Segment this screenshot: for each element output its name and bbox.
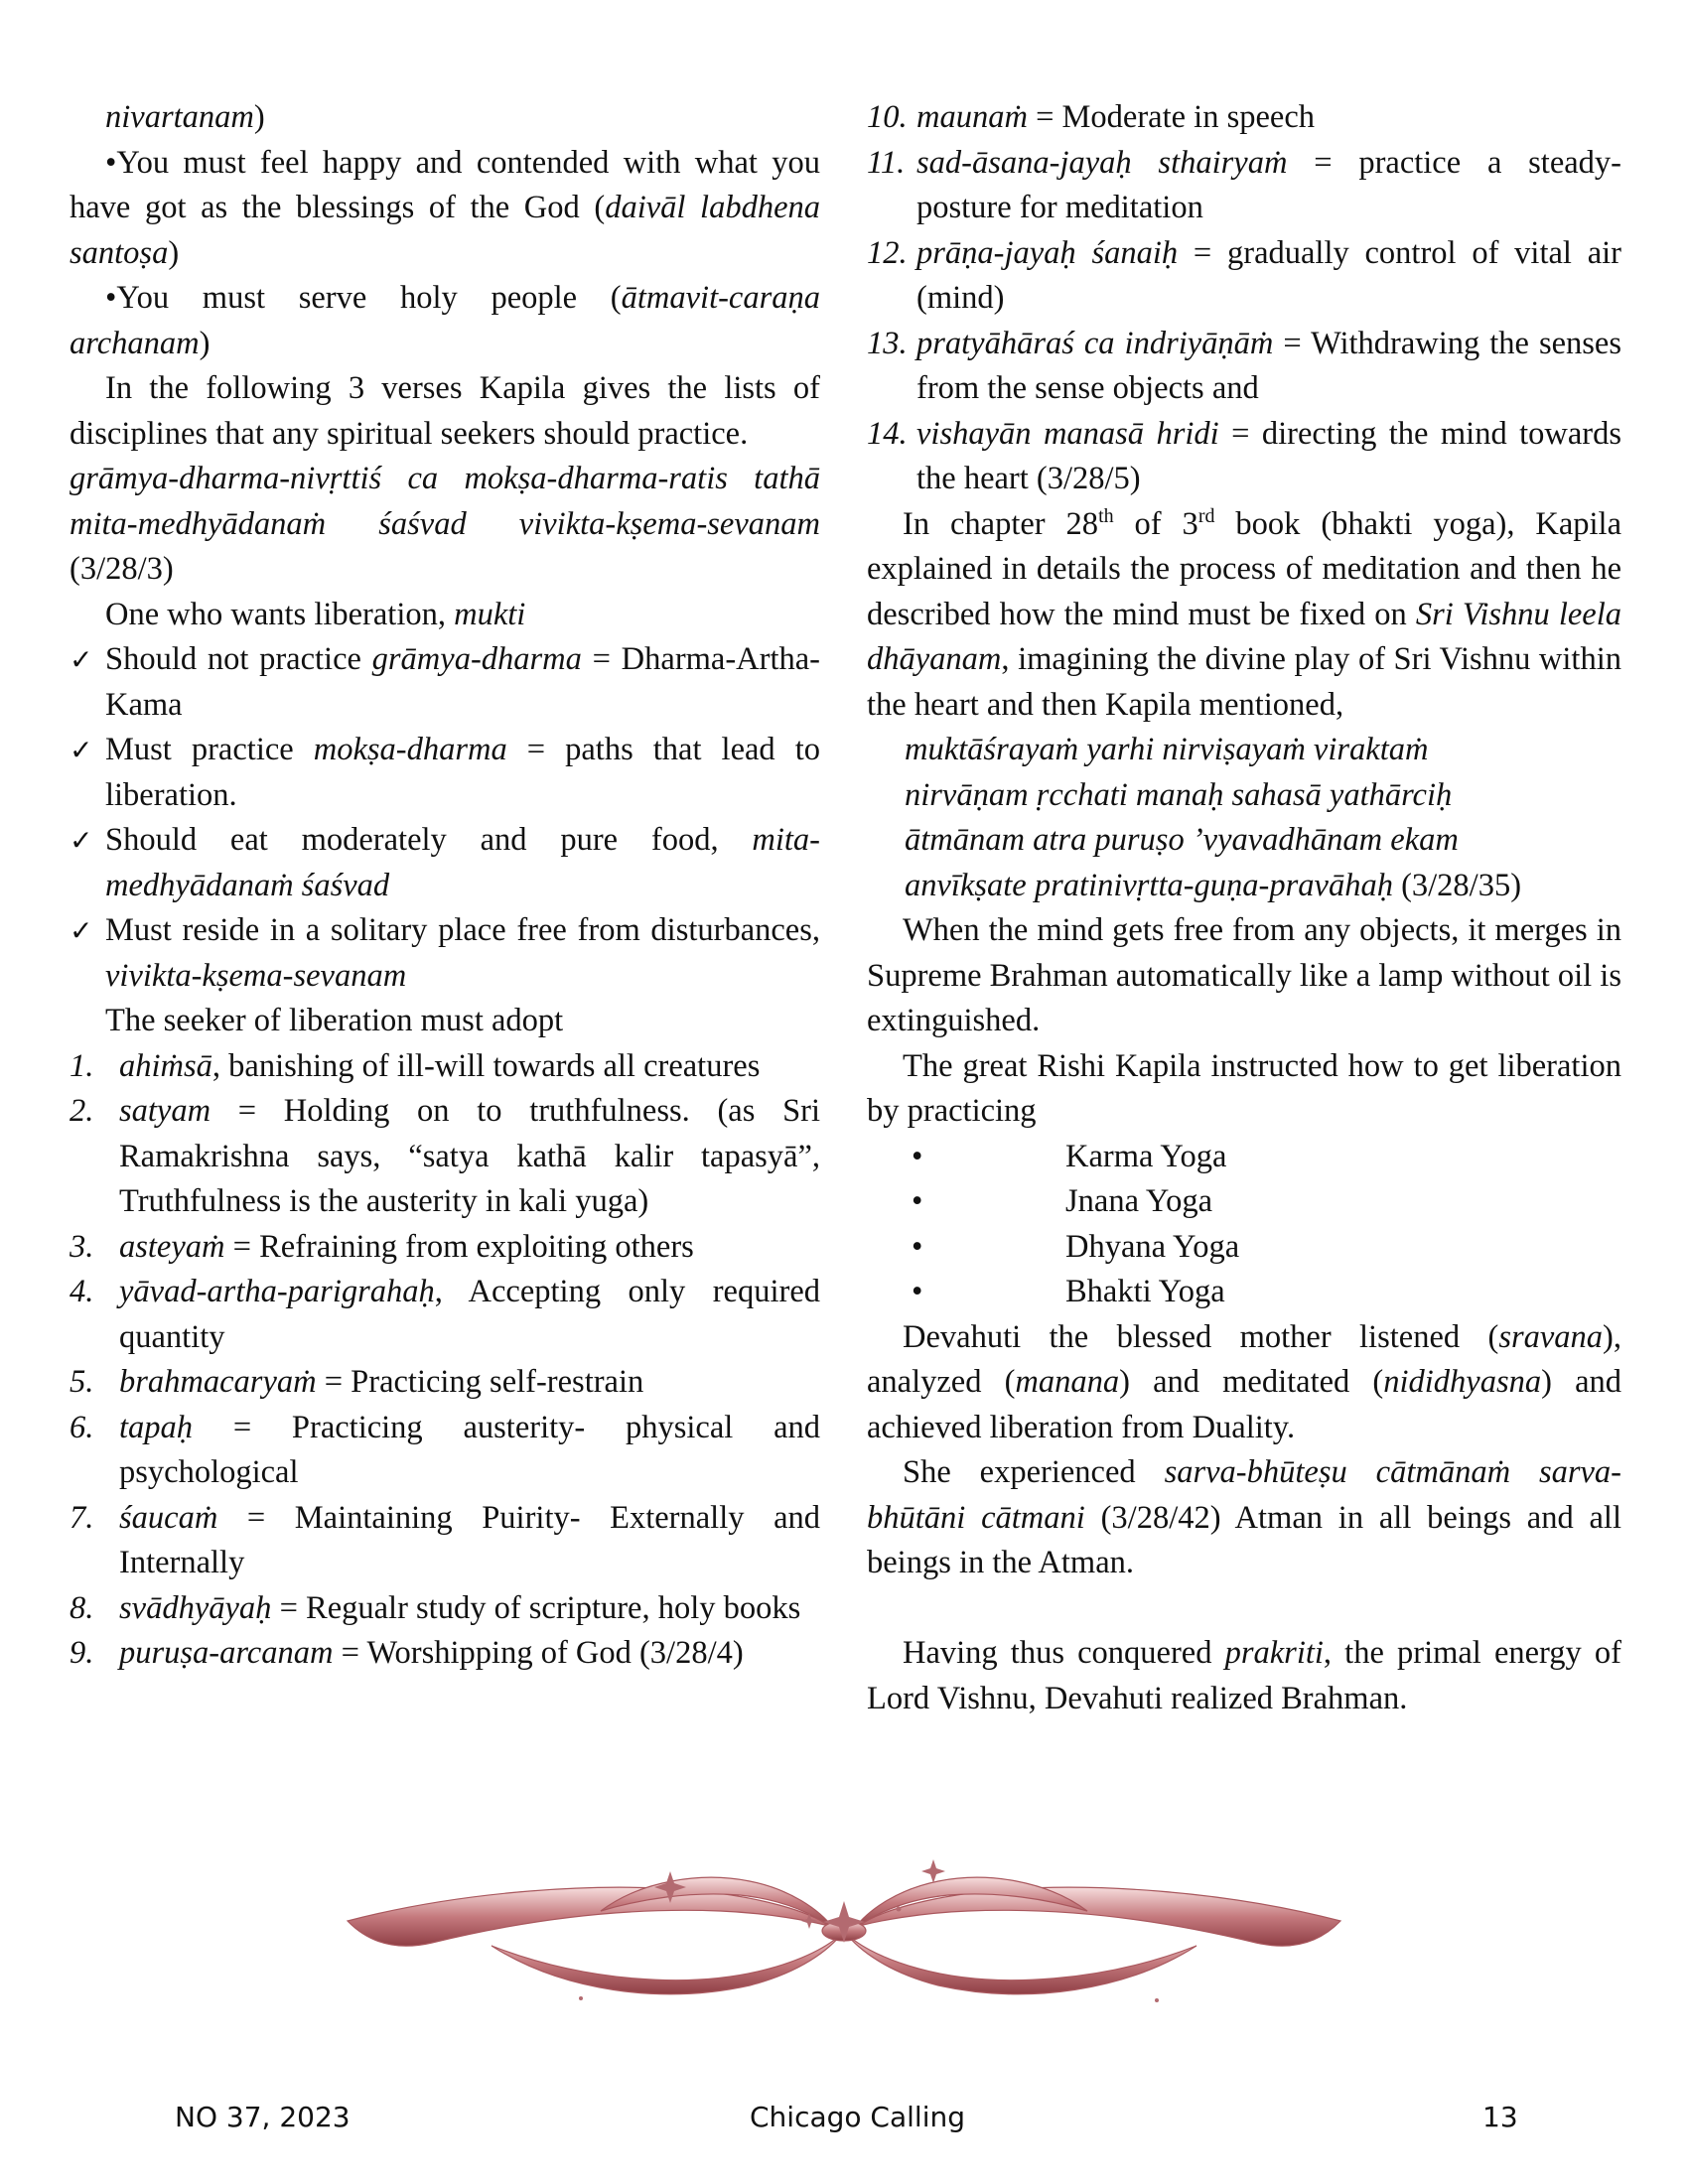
check-mark-icon: ✓ xyxy=(70,643,93,676)
list-item xyxy=(70,1496,820,1586)
list-item xyxy=(70,1089,820,1225)
list-item-text: tapaḥ = Practicing austerity- physical and psychological xyxy=(119,1409,820,1490)
list-number: 6. xyxy=(70,1409,94,1445)
list-item-text: yāvad-artha-parigrahaḥ, Accepting only required quantity xyxy=(119,1274,820,1355)
bullet-icon: • xyxy=(912,1274,923,1309)
list-number: 10. xyxy=(867,99,908,135)
left-column xyxy=(70,95,820,1677)
list-item-text: pratyāhāraś ca indriyāṇāṁ = Withdrawing the senses from the sense objects and xyxy=(916,325,1621,406)
checklist-item xyxy=(70,908,820,999)
chapter-paragraph: In chapter 28th of 3rd book (bhakti yoga), Kapila explained in details the process of meditation and then he described how the mind must be fixed on Sri Vishnu leela dhāyanam, imagining the divine play of Sri Vishnu within the heart and then Kapila mentioned, xyxy=(867,504,1622,723)
check-mark-icon: ✓ xyxy=(70,914,93,947)
list-item-text: asteyaṁ = Refraining from exploiting others xyxy=(119,1228,694,1265)
list-item xyxy=(70,1406,820,1496)
yoga-item xyxy=(867,1135,1621,1180)
decorative-flourish-icon xyxy=(343,1851,1345,2010)
yoga-label: Jnana Yoga xyxy=(1065,1183,1213,1219)
yoga-label: Bhakti Yoga xyxy=(1065,1274,1225,1309)
bullet-contentment: •You must feel happy and contended with what you have got as the blessings of the God (daivāl labdhena santoṣa) xyxy=(70,144,820,271)
experience-paragraph: She experienced sarva-bhūteṣu cātmānaṁ sarva-bhūtāni cātmani (3/28/42) Atman in all beings and all beings in the Atman. xyxy=(867,1454,1621,1580)
checklist-item xyxy=(70,637,820,728)
checklist-text: Must practice mokṣa-dharma = paths that lead to liberation. xyxy=(105,732,820,813)
bullet-icon: • xyxy=(912,1228,923,1265)
list-item xyxy=(70,1360,820,1406)
list-item xyxy=(70,1631,820,1677)
yoga-item xyxy=(867,1179,1621,1225)
list-number: 13. xyxy=(867,325,908,361)
footer-issue: NO 37, 2023 xyxy=(175,2101,351,2133)
bullet-icon: • xyxy=(912,1138,923,1174)
verse-35-line-2: nirvāṇam ṛcchati manaḥ sahasā yathārciḥ xyxy=(905,776,1453,813)
list-number: 12. xyxy=(867,234,908,271)
list-number: 14. xyxy=(867,415,908,452)
list-item-text: sad-āsana-jayaḥ sthairyaṁ = practice a steady-posture for meditation xyxy=(916,144,1621,225)
list-item-text: maunaṁ = Moderate in speech xyxy=(916,99,1316,135)
yoga-bullet-list xyxy=(867,1135,1621,1315)
checklist-item xyxy=(70,728,820,818)
intro-paragraph: In the following 3 verses Kapila gives the lists of disciplines that any spiritual seekers should practice. xyxy=(70,370,820,452)
paragraph-gap xyxy=(867,1586,1621,1632)
list-number: 8. xyxy=(70,1589,94,1626)
check-mark-icon: ✓ xyxy=(70,824,93,857)
list-item xyxy=(70,1044,820,1090)
check-mark-icon: ✓ xyxy=(70,734,93,766)
yoga-item xyxy=(867,1225,1621,1271)
verse-35-line-1: muktāśrayaṁ yarhi nirviṣayaṁ viraktaṁ xyxy=(905,732,1429,767)
list-item-text: brahmacaryaṁ = Practicing self-restrain xyxy=(119,1364,644,1400)
yoga-label: Dhyana Yoga xyxy=(1065,1228,1240,1265)
list-number: 4. xyxy=(70,1274,94,1309)
checklist xyxy=(70,637,820,999)
list-number: 11. xyxy=(867,144,906,181)
list-item xyxy=(867,231,1621,322)
bullet-serve-holy: •You must serve holy people (ātmavit-caraṇa archanam) xyxy=(70,280,820,361)
list-item xyxy=(867,141,1621,231)
checklist-text: Must reside in a solitary place free from disturbances, vivikta-kṣema-sevanam xyxy=(105,912,820,994)
numbered-list xyxy=(70,1044,820,1677)
list-number: 5. xyxy=(70,1364,94,1400)
verse-35-line-4: anvīkṣate pratinivṛtta-guṇa-pravāhaḥ (3/28/35) xyxy=(905,867,1522,903)
list-item xyxy=(70,1270,820,1360)
mind-paragraph: When the mind gets free from any objects, it merges in Supreme Brahman automatically like a lamp without oil is extinguished. xyxy=(867,912,1621,1038)
verse-line-2: mita-medhyādanaṁ śaśvad vivikta-kṣema-sevanam xyxy=(70,505,820,542)
paragraph-continuation: nivartanam) xyxy=(105,99,265,135)
yoga-item xyxy=(867,1270,1621,1315)
adopt-line: The seeker of liberation must adopt xyxy=(105,1003,564,1038)
list-item-text: ahiṁsā, banishing of ill-will towards all creatures xyxy=(119,1047,761,1084)
numbered-list-continued xyxy=(867,95,1621,502)
verse-line-1: grāmya-dharma-nivṛttiś ca mokṣa-dharma-ratis tathā xyxy=(70,461,820,496)
footer-title: Chicago Calling xyxy=(750,2101,965,2133)
list-item-text: puruṣa-arcanam = Worshipping of God (3/28/4) xyxy=(119,1635,744,1671)
verse-reference: (3/28/3) xyxy=(70,551,174,587)
devahuti-paragraph: Devahuti the blessed mother listened (sravana), analyzed (manana) and meditated (nididhyasna) and achieved liberation from Duality. xyxy=(867,1318,1621,1445)
checklist-text: Should eat moderately and pure food, mita-medhyādanaṁ śaśvad xyxy=(105,822,820,903)
list-number: 9. xyxy=(70,1635,94,1671)
list-number: 3. xyxy=(70,1228,94,1265)
list-item-text: svādhyāyaḥ = Regualr study of scripture, holy books xyxy=(119,1589,801,1626)
checklist-item xyxy=(70,818,820,908)
right-column xyxy=(867,95,1621,1721)
conclusion-paragraph: Having thus conquered prakriti, the primal energy of Lord Vishnu, Devahuti realized Brahman. xyxy=(867,1635,1621,1716)
list-item xyxy=(70,1586,820,1632)
list-item xyxy=(867,412,1621,502)
footer-page-number: 13 xyxy=(1482,2101,1518,2133)
list-item xyxy=(70,1225,820,1271)
verse-35-line-3: ātmānam atra puruṣo ’vyavadhānam ekam xyxy=(905,822,1459,858)
rishi-paragraph: The great Rishi Kapila instructed how to get liberation by practicing xyxy=(867,1047,1621,1129)
bullet-icon: • xyxy=(912,1183,923,1219)
checklist-text: Should not practice grāmya-dharma = Dharma-Artha- Kama xyxy=(105,641,820,723)
yoga-label: Karma Yoga xyxy=(1065,1138,1227,1174)
list-number: 2. xyxy=(70,1093,94,1129)
list-item-text: satyam = Holding on to truthfulness. (as Sri Ramakrishna says, “satya kathā kalir tapasyā”, Truthfulness is the austerity in kali yuga) xyxy=(119,1093,820,1219)
list-item xyxy=(867,322,1621,412)
list-item-text: śaucaṁ = Maintaining Puirity- Externally and Internally xyxy=(119,1499,820,1580)
list-item-text: vishayān manasā hridi = directing the mind towards the heart (3/28/5) xyxy=(916,415,1622,496)
list-item xyxy=(867,95,1621,141)
list-item-text: prāṇa-jayaḥ śanaiḥ = gradually control of vital air (mind) xyxy=(916,234,1621,316)
mukti-line: One who wants liberation, mukti xyxy=(105,596,526,632)
list-number: 7. xyxy=(70,1499,94,1536)
list-number: 1. xyxy=(70,1047,94,1084)
